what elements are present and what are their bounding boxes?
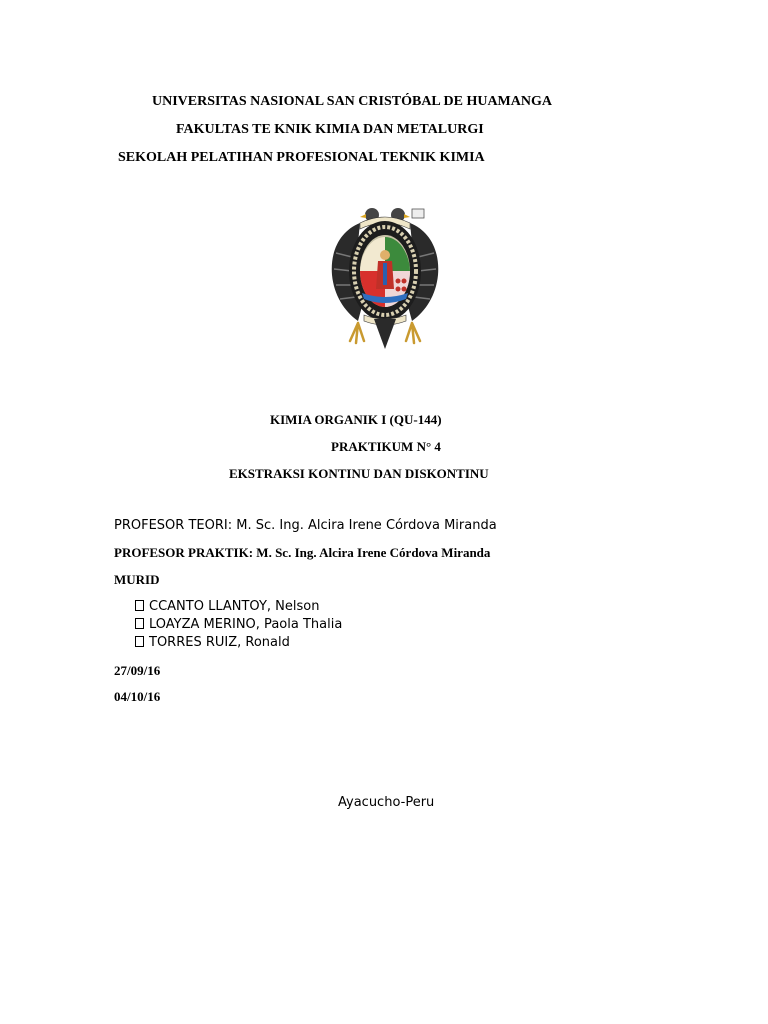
practice-professor-label: PROFESOR PRAKTIK: (114, 545, 254, 560)
practice-professor-name: M. Sc. Ing. Alcira Irene Córdova Miranda (256, 545, 491, 560)
student-name: LOAYZA MERINO, Paola Thalia (149, 617, 343, 632)
students-heading: MURID (114, 572, 160, 587)
university-coat-of-arms-icon (326, 203, 444, 353)
practice-professor-line (114, 545, 490, 561)
university-title: UNIVERSITAS NASIONAL SAN CRISTÓBAL DE HUAMANGA (152, 94, 552, 109)
bullet-box-icon (135, 636, 144, 647)
list-item (135, 598, 342, 616)
list-item (135, 634, 342, 652)
student-name: TORRES RUIZ, Ronald (149, 635, 290, 650)
theory-professor-line (114, 518, 497, 533)
bullet-box-icon (135, 600, 144, 611)
theory-professor-label: PROFESOR TEORI: (114, 518, 233, 533)
list-item (135, 616, 342, 634)
students-list (135, 598, 342, 652)
practicum-topic: EKSTRAKSI KONTINU DAN DISKONTINU (229, 466, 489, 481)
course-name: KIMIA ORGANIK I (QU-144) (270, 412, 442, 427)
theory-professor-name: M. Sc. Ing. Alcira Irene Córdova Miranda (236, 518, 497, 533)
student-name: CCANTO LLANTOY, Nelson (149, 599, 320, 614)
footer-location: Ayacucho-Peru (338, 795, 435, 810)
date-end: 04/10/16 (114, 689, 161, 704)
bullet-box-icon (135, 618, 144, 629)
school-title: SEKOLAH PELATIHAN PROFESIONAL TEKNIK KIMIA (118, 150, 485, 165)
practicum-number: PRAKTIKUM N° 4 (331, 439, 441, 454)
date-start: 27/09/16 (114, 663, 161, 678)
faculty-title: FAKULTAS TE KNIK KIMIA DAN METALURGI (176, 122, 484, 137)
